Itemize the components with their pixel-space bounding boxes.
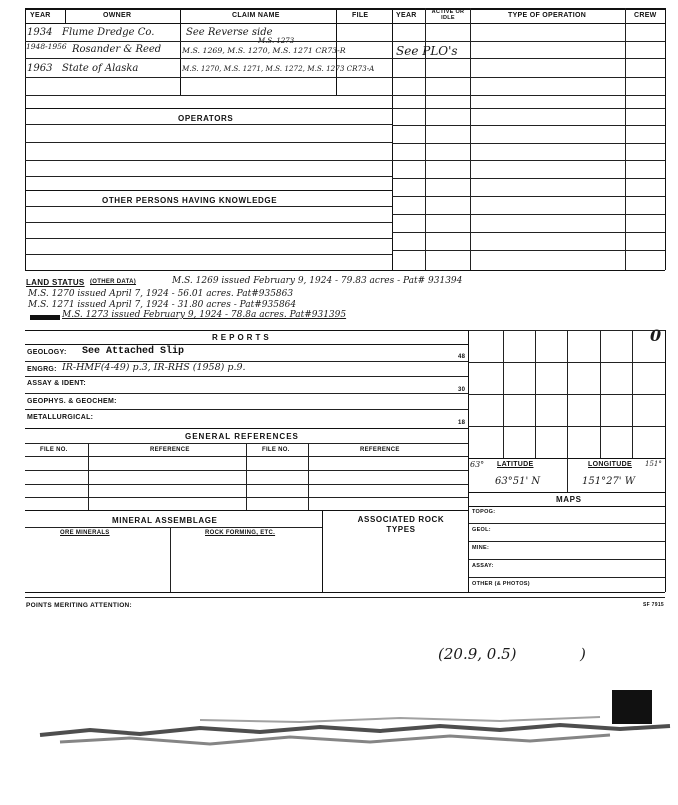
col-year2-header: YEAR [396,12,417,19]
file-col-divider [392,8,393,270]
margin-18: 18 [458,420,466,426]
land-status-line-2: M.S. 1270 issued April 7, 1924 - 56.01 acres. Pat#935863 [28,289,294,299]
operators-top-line [25,108,392,109]
refs-line-3 [25,484,468,485]
col-type-header: TYPE OF OPERATION [508,12,587,19]
mineral-subheader-top [25,527,322,528]
right-row-line-1 [392,41,665,42]
grid-h1 [468,362,665,363]
redaction-mark [30,315,60,320]
points-meriting-attention-label: POINTS MERITING ATTENTION: [26,602,133,609]
form-number: SF 7915 [643,602,665,608]
engrg-value: IR-HMF(4-49) p.3, IR-RHS (1958) p.9. [62,362,246,373]
right-row-line-3 [392,77,665,78]
land-status-sublabel: (OTHER DATA) [90,279,137,285]
grid-h3 [468,426,665,427]
mineral-divider [322,510,323,592]
right-row-line-12 [392,232,665,233]
margin-30: 30 [458,387,466,393]
row2-year: 1948-1956 [26,42,67,51]
maps-left [468,458,469,592]
table-right-border [665,8,666,270]
general-references-title: GENERAL REFERENCES [185,432,299,441]
other-persons-label: OTHER PERSONS HAVING KNOWLEDGE [102,196,278,205]
latitude-value: 63°51' N [495,476,541,487]
row1-year: 1934 [27,27,53,38]
geology-value: See Attached Slip [82,346,185,357]
lat-long-divider [567,458,568,492]
rock-forming-label: ROCK FORMING, ETC. [205,530,276,536]
geophys-label: GEOPHYS. & GEOCHEM: [27,398,117,405]
longitude-value: 151°27' W [582,476,636,487]
row-line-1 [25,41,392,42]
col-crew-header: CREW [634,12,657,19]
longitude-label: LONGITUDE [588,461,632,468]
year-col-divider [65,8,66,23]
operators-line-1 [25,124,392,125]
ore-minerals-label: ORE MINERALS [60,530,110,536]
mineral-bottom [25,592,665,593]
active-col-divider [470,8,471,270]
other-line-1 [25,206,392,207]
right-row-line-7 [392,143,665,144]
row1-claim: See Reverse side [186,27,273,38]
maps-header-line [468,506,665,507]
right-row-line-11 [392,214,665,215]
associated-rock-types-label: ASSOCIATED ROCK TYPES [357,515,445,534]
other-persons-top-line [25,190,392,191]
maps-title: MAPS [556,495,582,504]
refs-bottom [25,510,468,511]
refs-v2 [246,443,247,510]
refs-col-reference2: REFERENCE [360,447,400,453]
assay-label: ASSAY & IDENT: [27,380,87,387]
refs-line-2 [25,470,468,471]
reports-title: REPORTS [212,333,272,342]
row-line-3 [25,77,392,78]
col-claim-name-header: CLAIM NAME [232,12,280,19]
right-row-line-6 [392,125,665,126]
col-active-header: ACTIVE OR IDLE [431,9,465,21]
operators-line-2 [25,142,392,143]
coord-note: (20.9, 0.5) [438,645,517,663]
maps-top-line [468,492,665,493]
row3-owner: State of Alaska [62,63,139,74]
land-status-label: LAND STATUS [26,278,85,287]
grid-right [665,330,666,592]
col-owner-header: OWNER [103,12,132,19]
col-file-header: FILE [352,12,369,19]
refs-v1 [88,443,89,510]
metallurgical-line [25,428,468,429]
table-top-border [25,8,665,10]
metallurgical-label: METALLURGICAL: [27,414,94,421]
coord-note-mark: ) [580,645,586,663]
right-row-line-10 [392,196,665,197]
land-status-line-4: M.S. 1273 issued February 9, 1924 - 78.8a acres. Pat#931395 [62,310,347,320]
right-row-line-5 [392,108,665,109]
row-line-4 [25,95,392,96]
maps-other: OTHER (& PHOTOS) [472,581,530,587]
other-line-4 [25,254,392,255]
maps-assay: ASSAY: [472,563,494,569]
type-col-divider [625,8,626,270]
col-year-header: YEAR [30,12,51,19]
maps-mine: MINE: [472,545,490,551]
engrg-label: ENGRG: [27,366,57,373]
refs-col-file-no2: FILE NO. [262,447,290,453]
right-row-line-8 [392,160,665,161]
right-row-line-2 [392,58,665,59]
reports-top-line [25,330,468,331]
row2-claim-super: M.S. 1273 [258,37,295,45]
operators-label: OPERATORS [178,114,234,123]
maps-line-4 [468,577,665,578]
row3-year: 1963 [27,63,53,74]
assay-line [25,393,468,394]
refs-line-1 [25,456,468,457]
grid-mark: 0 [650,326,662,345]
table-bottom-border [25,270,665,271]
land-status-line-3: M.S. 1271 issued April 7, 1924 - 31.80 acres - Pat#935864 [28,300,297,310]
longitude-prefix: 151° [645,460,662,468]
engrg-line [25,376,468,377]
other-line-3 [25,238,392,239]
ore-rock-divider [170,527,171,592]
refs-v3 [308,443,309,510]
maps-geol: GEOL: [472,527,491,533]
operators-line-3 [25,160,392,161]
refs-col-reference: REFERENCE [150,447,190,453]
mineral-assemblage-title: MINERAL ASSEMBLAGE [112,516,218,525]
grid-h2 [468,394,665,395]
refs-col-file-no: FILE NO. [40,447,68,453]
maps-line-3 [468,559,665,560]
refs-line-4 [25,497,468,498]
maps-line-1 [468,523,665,524]
geophys-line [25,409,468,410]
maps-line-2 [468,541,665,542]
scan-noise-strip [0,700,678,760]
row3-claim: M.S. 1270, M.S. 1271, M.S. 1272, M.S. 1273 CR73-A [182,64,375,73]
latitude-label: LATITUDE [497,461,534,468]
header-bottom-border [25,23,665,24]
margin-48: 48 [458,354,466,360]
owner-col-divider [180,8,181,95]
right-row-line-4 [392,95,665,96]
operators-line-4 [25,176,392,177]
maps-topog: TOPOG: [472,509,496,515]
lat-prefix: 63° [470,460,485,469]
other-line-2 [25,222,392,223]
geology-label: GEOLOGY: [27,349,67,356]
row2-owner: Rosander & Reed [72,44,162,55]
row1-owner: Flume Dredge Co. [62,27,155,38]
row2-claim: M.S. 1269, M.S. 1270, M.S. 1271 CR73-R [182,46,346,55]
row-line-2 [25,58,392,59]
reports-header-line [25,344,468,345]
land-status-line-1: M.S. 1269 issued February 9, 1924 - 79.83 acres - Pat# 931394 [172,276,463,286]
right-row-line-9 [392,178,665,179]
right-row-line-13 [392,250,665,251]
mineral-bottom-2 [25,597,665,598]
type-of-operation-note: See PLO's [396,44,458,58]
